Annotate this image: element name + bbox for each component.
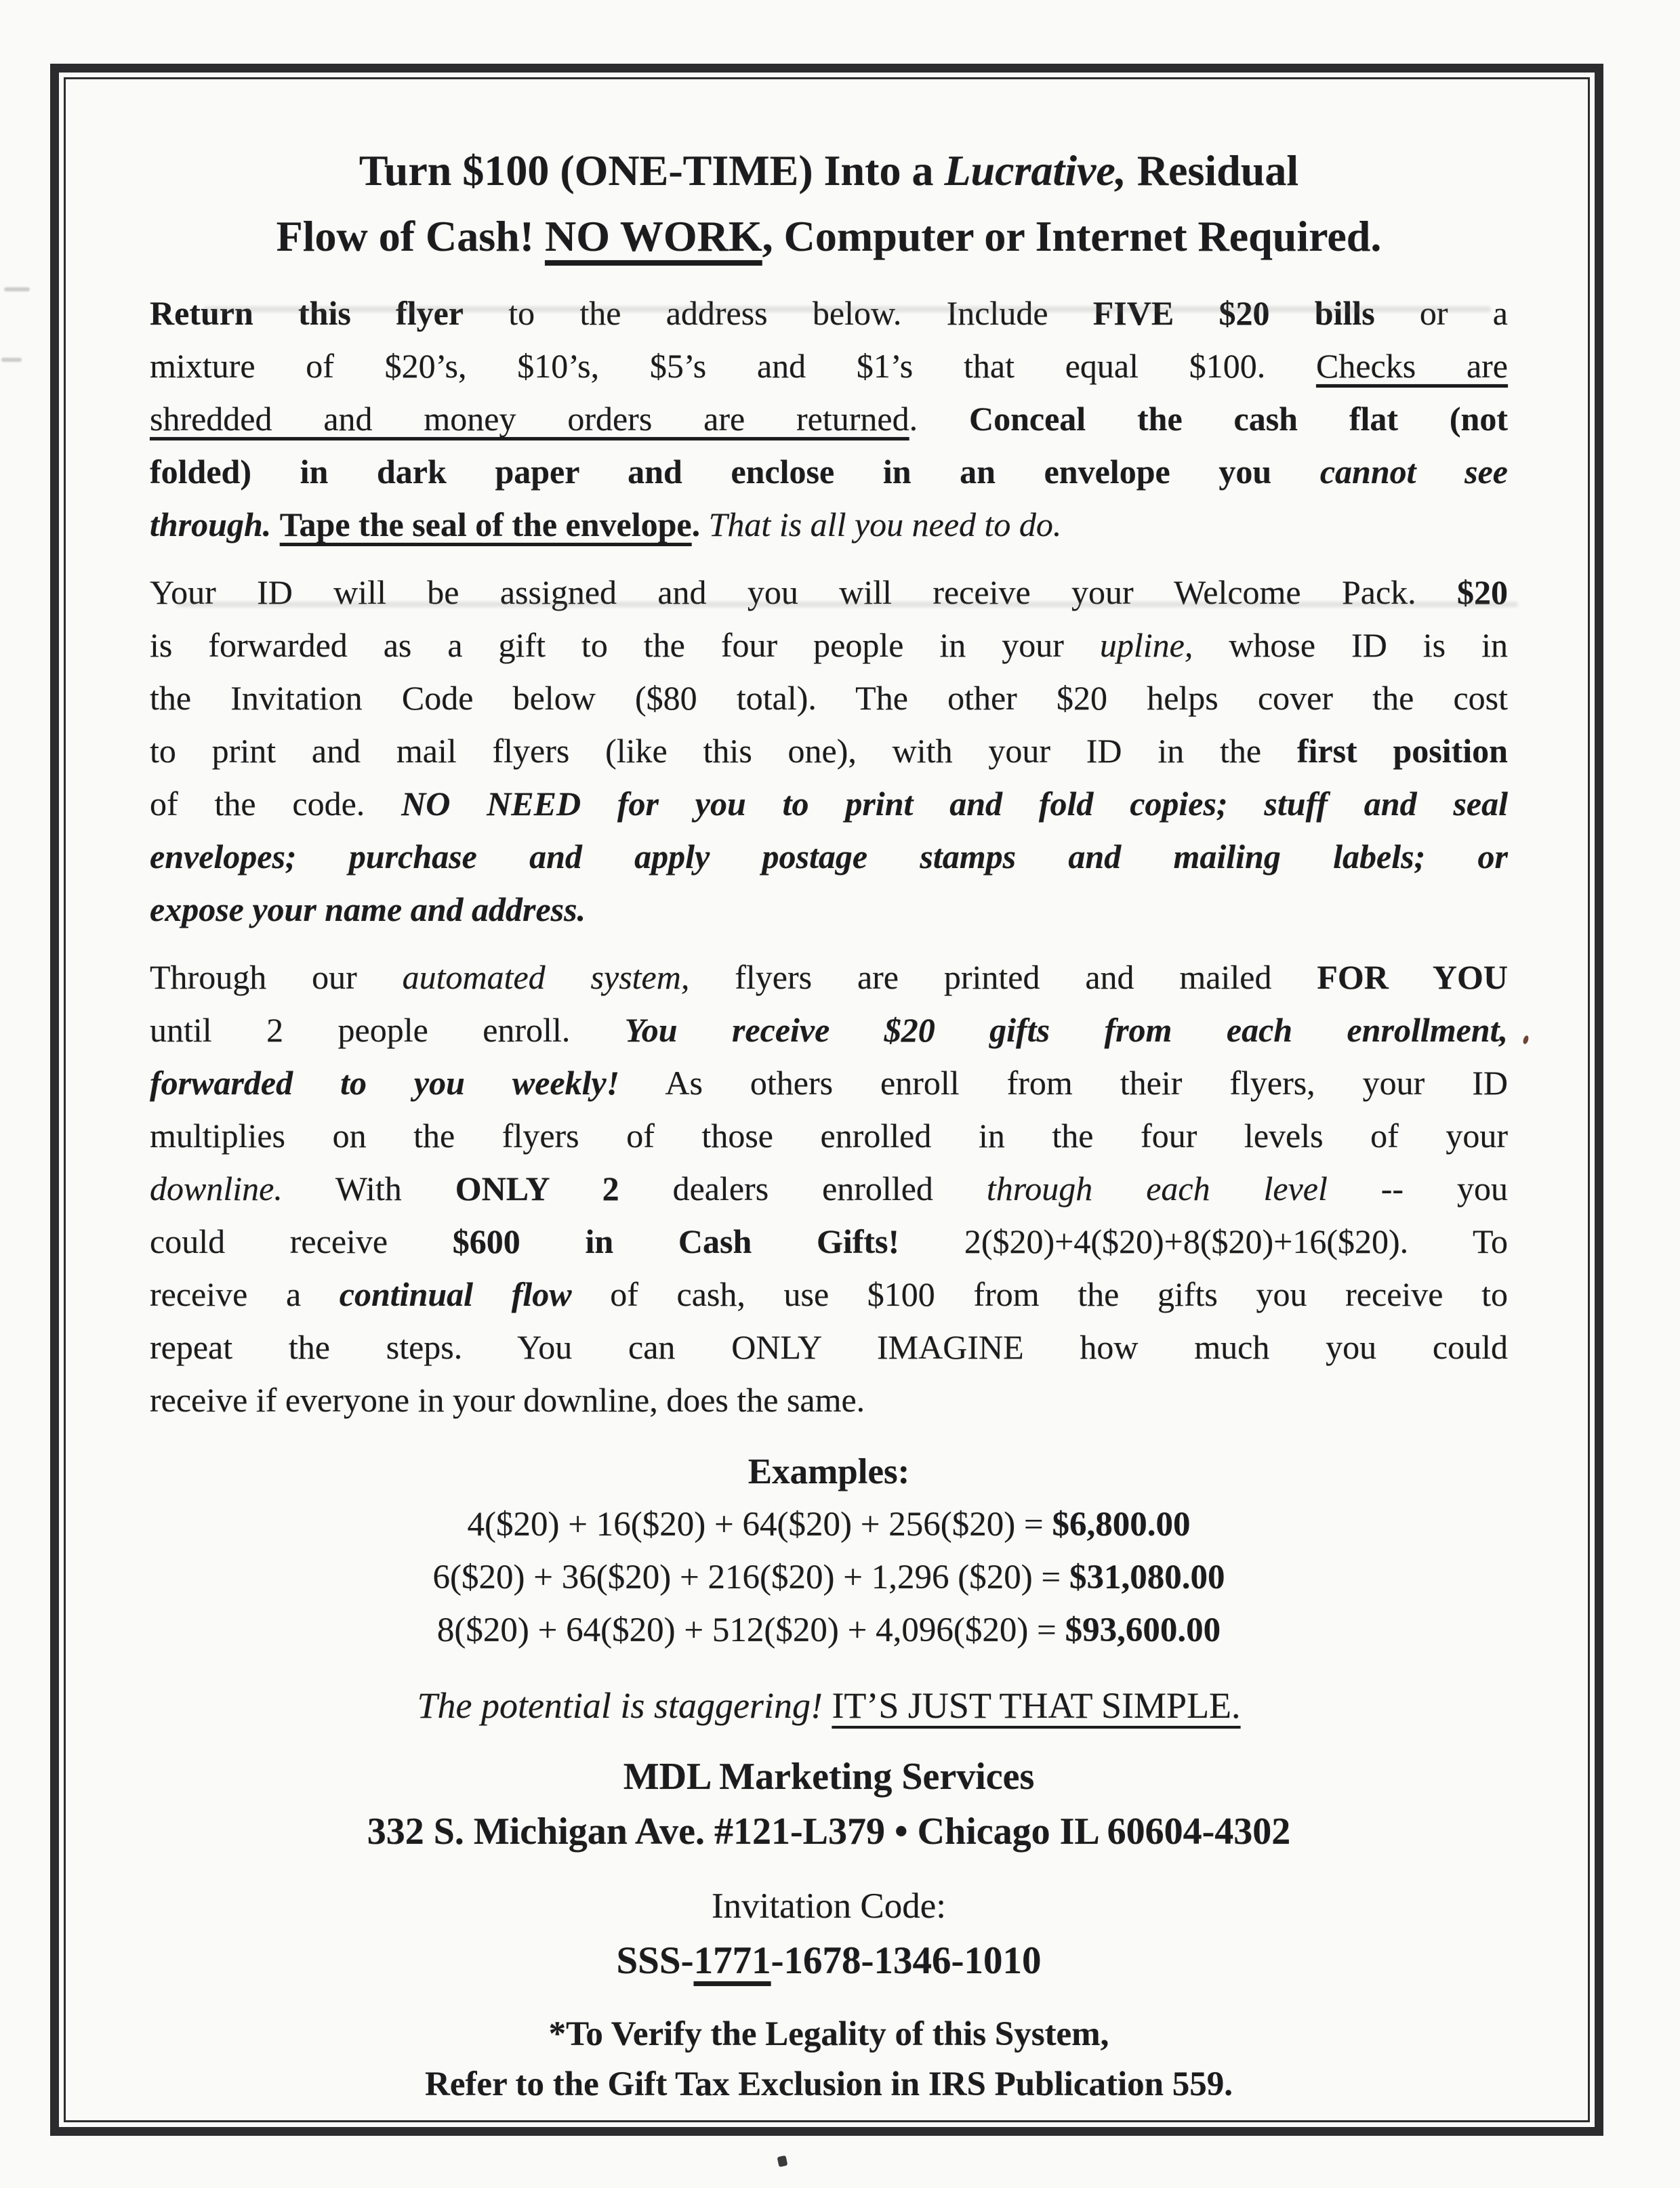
paragraph-line: through. Tape the seal of the envelope. That is all you need to do. [150,505,1062,543]
paragraph-line: until 2 people enroll. You receive $20 gifts from each enrollment, [150,1011,1509,1049]
company-address [150,1803,1508,1860]
paragraph-line: expose your name and address. [150,890,586,928]
instructions-paragraph [150,287,1508,551]
examples-rows [150,1498,1508,1657]
paragraph-line: of the code. NO NEED for you to print and fold copies; stuff and seal [150,785,1508,823]
invitation-code [150,1932,1508,1990]
company-name [150,1750,1508,1803]
legal-note [150,2009,1508,2109]
automated-system-paragraph [150,951,1508,1426]
company-block [150,1750,1508,1860]
tagline-line: The potential is staggering! IT’S JUST THAT SIMPLE. [417,1685,1241,1726]
invitation-code-label-line: Invitation Code: [712,1886,946,1926]
paragraph-line: receive a continual flow of cash, use $100 from the gifts you receive to [150,1275,1508,1313]
company-name-line: MDL Marketing Services [623,1756,1035,1798]
flyer-title [150,138,1508,269]
examples-heading [150,1445,1508,1498]
example-row: 4($20) + 16($20) + 64($20) + 256($20) = $6,800.00 [467,1506,1191,1544]
paragraph-line: Return this flyer to the address below. Include FIVE $20 bills or a [150,294,1508,332]
paragraph-line: forwarded to you weekly! As others enroll from their flyers, your ID [150,1064,1509,1102]
paragraph-line: to print and mail flyers (like this one), with your ID in the first position [150,732,1508,770]
scan-mark [4,287,30,291]
legal-note-line: Refer to the Gift Tax Exclusion in IRS Publication 559. [424,2065,1233,2103]
examples-heading-line: Examples: [747,1452,910,1491]
invitation-code-line: SSS-1771-1678-1346-1010 [616,1939,1042,1982]
paragraph-line: folded) in dark paper and enclose in an envelope you cannot see [150,453,1508,491]
examples-section [150,1445,1508,1657]
paragraph-line: mixture of $20’s, $10’s, $5’s and $1’s that equal $100. Checks are [150,347,1508,385]
flyer-content [59,73,1595,2127]
scan-mark [1,358,22,362]
paragraph-line: could receive $600 in Cash Gifts! 2($20)+4($20)+8($20)+16($20). To [150,1222,1508,1260]
company-address-line: 332 S. Michigan Ave. #121-L379 • Chicago IL 60604-4302 [367,1811,1291,1853]
flyer-title-line: Flow of Cash! NO WORK, Computer or Internet Required. [276,212,1382,260]
legal-note-line: *To Verify the Legality of this System, [548,2015,1109,2053]
scan-streak [176,602,1518,607]
flyer-title-line: Turn $100 (ONE-TIME) Into a Lucrative, Residual [358,146,1299,194]
paragraph-line: the Invitation Code below ($80 total). The other $20 helps cover the cost [150,679,1508,717]
example-row: 8($20) + 64($20) + 512($20) + 4,096($20) = $93,600.00 [436,1611,1221,1649]
paragraph-line: is forwarded as a gift to the four people in your upline, whose ID is in [150,626,1508,664]
tagline [150,1677,1508,1734]
paragraph-line: Through our automated system, flyers are printed and mailed FOR YOU [150,958,1509,996]
scan-streak [203,306,1491,312]
paragraph-line: repeat the steps. You can ONLY IMAGINE how much you could [150,1328,1508,1366]
example-row: 6($20) + 36($20) + 216($20) + 1,296 ($20) = $31,080.00 [432,1559,1225,1596]
paragraph-line: Your ID will be assigned and you will receive your Welcome Pack. $20 [150,573,1508,611]
id-assignment-paragraph [150,566,1508,936]
scan-speck [777,2155,788,2167]
paragraph-line: shredded and money orders are returned. Conceal the cash flat (not [150,400,1508,438]
paragraph-line: receive if everyone in your downline, does the same. [150,1381,865,1419]
double-border-frame [50,64,1603,2136]
paragraph-line: envelopes; purchase and apply postage stamps and mailing labels; or [150,838,1508,875]
paragraph-line: multiplies on the flyers of those enrolled in the four levels of your [150,1117,1508,1155]
paragraph-line: downline. With ONLY 2 dealers enrolled through each level -- you [150,1170,1508,1207]
invitation-code-label [150,1880,1508,1932]
invitation-code-block [150,1880,1508,1990]
